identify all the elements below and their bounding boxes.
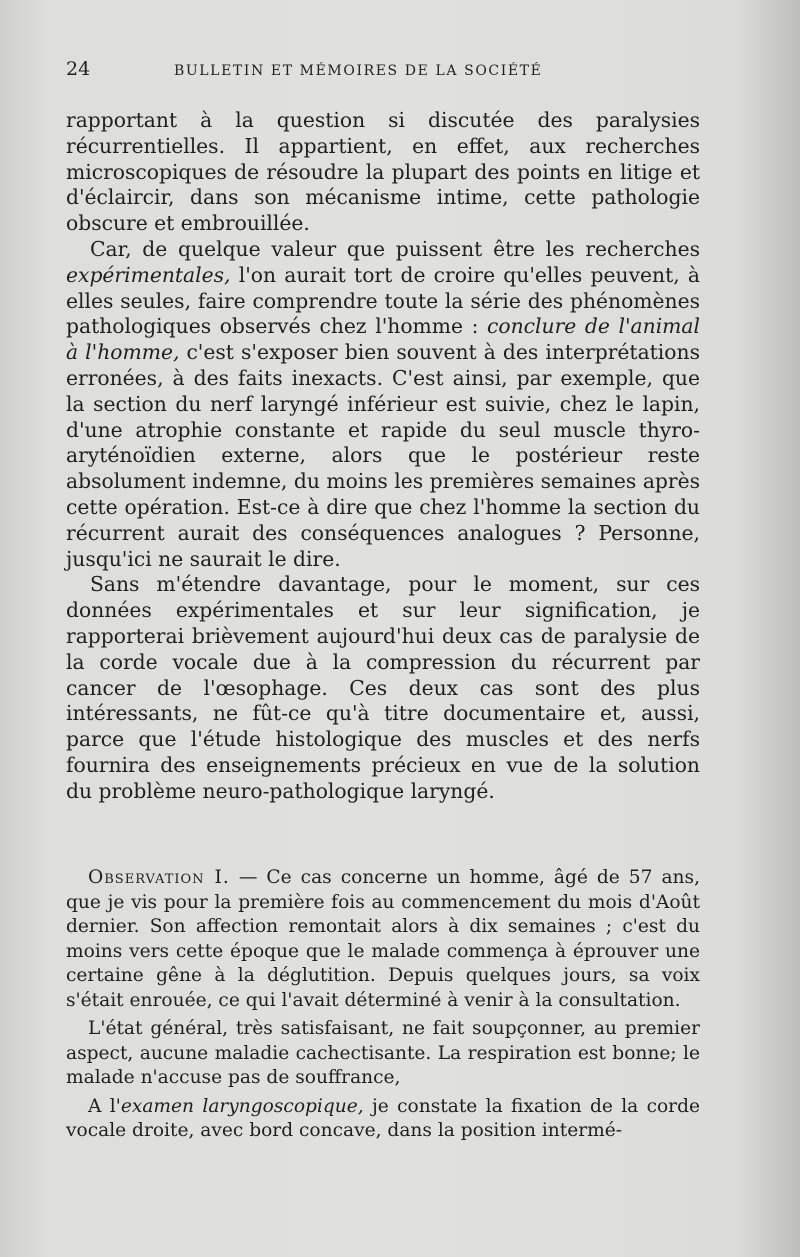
running-title: BULLETIN ET MÉMOIRES DE LA SOCIÉTÉ <box>174 63 543 79</box>
paragraph-1: rapportant à la question si discutée des paralysies récurrentielles. Il appartient, en effet, aux recherches microscopiques de résoudre la plupart des points en litige et d'éclaircir, dans son mécanisme intime, cette pathologie obscure et embrouillée. <box>66 108 700 236</box>
observation-paragraph-1 <box>66 866 700 1013</box>
page-header <box>66 56 710 86</box>
page-number: 24 <box>66 58 91 80</box>
paragraph-2-italic-b: conclure de l'animal à l'homme, <box>66 314 700 365</box>
observation-paragraph-2: L'état général, très satisfaisant, ne fait soupçonner, au premier aspect, aucune maladie cachectisante. La respiration est bonne; le malade n'accuse pas de souffrance, <box>66 1018 700 1088</box>
paragraph-2 <box>66 237 700 572</box>
paragraph-2-text-b: l'on aurait tort de croire qu'elles peuvent, à elles seules, faire comprendre toute la série des phénomènes pathologiques observés chez l'homme : <box>66 262 700 339</box>
observation-paragraph-1-text: — Ce cas concerne un homme, âgé de 57 ans, que je vis pour la première fois au commencement du mois d'Août dernier. Son affection remontait alors à dix semaines ; c'est du moins vers cette époque que le malade commença à éprouver une certaine gêne à la déglutition. Depuis quelques jours, sa voix s'était enrouée, ce qui l'avait déterminé à venir à la consultation. <box>66 867 700 1011</box>
observation-paragraph-3-text-a: A l' <box>88 1095 121 1117</box>
observation-section <box>66 866 700 1144</box>
paragraph-2-text-a: Car, de quelque valeur que puissent être les recherches <box>90 236 700 261</box>
paragraph-2-italic-a: expérimentales, <box>66 262 231 287</box>
observation-label: Observation I. <box>88 867 230 888</box>
observation-paragraph-3 <box>66 1095 700 1144</box>
paragraph-3: Sans m'étendre davantage, pour le moment, sur ces données expérimentales et sur leur signification, je rapporterai brièvement aujourd'hui deux cas de paralysie de la corde vocale due à la compression du récurrent par cancer de l'œsophage. Ces deux cas sont des plus intéressants, ne fût-ce qu'à titre documentaire et, aussi, parce que l'étude histologique des muscles et des nerfs fournira des enseignements précieux en vue de la solution du problème neuro-pathologique laryngé. <box>66 572 700 803</box>
observation-paragraph-3-text-b: je constate la fixation de la corde vocale droite, avec bord concave, dans la position intermé- <box>66 1095 700 1141</box>
observation-paragraph-3-italic: examen laryngoscopique, <box>120 1095 364 1117</box>
main-text <box>66 108 700 805</box>
paragraph-2-text-c: c'est s'exposer bien souvent à des interprétations erronées, à des faits inexacts. C'est ainsi, par exemple, que la section du nerf laryngé inférieur est suivie, chez le lapin, d'une atrophie constante et rapide du seul muscle thyro-aryténoïdien externe, alors que le postérieur reste absolument indemne, du moins les premières semaines après cette opération. Est-ce à dire que chez l'homme la section du récurrent aurait des conséquences analogues ? Personne, jusqu'ici ne saurait le dire. <box>66 340 700 571</box>
